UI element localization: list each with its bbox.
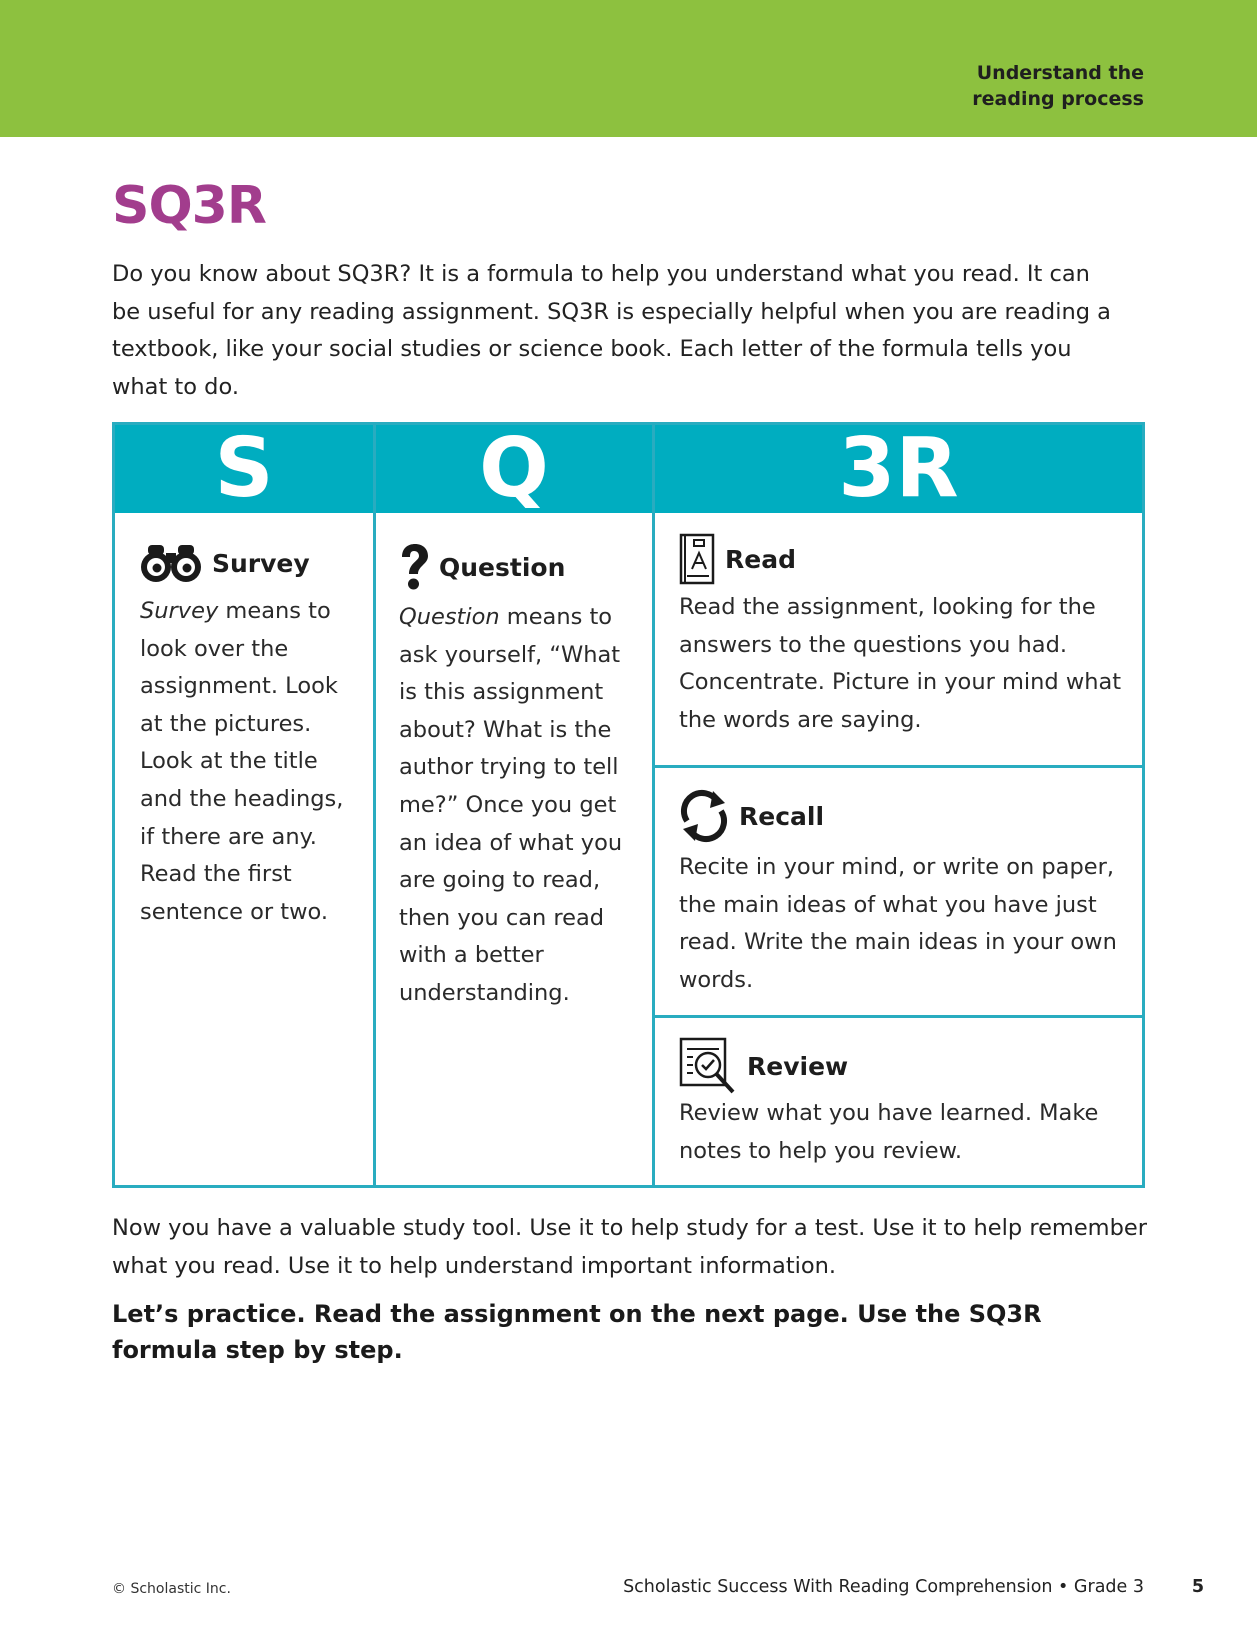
question-label: Question — [439, 552, 566, 582]
column-header-s — [115, 421, 373, 516]
column-header-q — [376, 421, 652, 516]
recall-label: Recall — [739, 801, 825, 831]
question-text — [399, 599, 629, 1013]
survey-description: means to look over the assignment. Look at the pictures. Look at the title and the headings, if there are any. Read the first sentence or two. — [140, 598, 344, 925]
column-header-3r — [655, 421, 1142, 516]
recall-block — [679, 789, 1134, 999]
page-number: 5 — [1191, 1577, 1204, 1597]
question-mark-icon — [399, 543, 429, 591]
review-text: Review what you have learned. Make notes to help you review. — [679, 1100, 1099, 1164]
review-heading — [679, 1037, 1129, 1095]
survey-heading — [140, 543, 355, 583]
column-header-s-label: S — [214, 421, 274, 516]
column-header-3r-label: 3R — [838, 421, 959, 516]
section-label — [884, 60, 1144, 112]
book-title-footer: Scholastic Success With Reading Comprehension • Grade 3 — [623, 1577, 1144, 1597]
read-label: Read — [725, 544, 796, 574]
column-divider — [652, 425, 655, 1185]
practice-instruction: Let’s practice. Read the assignment on the next page. Use the SQ3R formula step by step. — [112, 1300, 1042, 1364]
survey-block — [140, 543, 355, 931]
review-label: Review — [747, 1051, 849, 1081]
intro-paragraph: Do you know about SQ3R? It is a formula to help you understand what you read. It can be useful for any reading assignment. SQ3R is especially helpful when you are reading a textbook, like your social studies or science book. Each letter of the formula tells you what to do. — [112, 261, 1111, 400]
row-divider — [655, 1015, 1142, 1018]
question-heading — [399, 543, 629, 591]
section-label-line2: reading process — [972, 88, 1144, 110]
book-icon — [679, 533, 715, 585]
binoculars-icon — [140, 543, 202, 583]
question-description: means to ask yourself, “What is this assignment about? What is the author trying to tell me?” Once you get an idea of what you are going to read, then you can read with a better understanding. — [399, 604, 623, 1006]
question-block — [399, 543, 629, 1013]
column-divider — [373, 425, 376, 1185]
read-text: Read the assignment, looking for the answers to the questions you had. Concentrate. Picture in your mind what the words are saying. — [679, 594, 1122, 733]
survey-term: Survey — [140, 598, 219, 624]
section-label-line1: Understand the — [976, 62, 1144, 84]
read-heading — [679, 533, 1129, 585]
survey-text — [140, 593, 355, 931]
document-magnifier-icon — [679, 1037, 737, 1095]
recall-text: Recite in your mind, or write on paper, the main ideas of what you have just read. Write the main ideas in your own words. — [679, 854, 1117, 993]
column-header-q-label: Q — [479, 421, 549, 516]
read-block — [679, 533, 1129, 739]
review-block — [679, 1037, 1129, 1170]
refresh-arrows-icon — [679, 789, 729, 843]
row-divider — [655, 765, 1142, 768]
sq3r-table — [112, 422, 1145, 1188]
question-term: Question — [399, 604, 500, 630]
survey-label: Survey — [212, 548, 310, 578]
recall-heading — [679, 789, 1134, 843]
closing-paragraph: Now you have a valuable study tool. Use it to help study for a test. Use it to help remember what you read. Use it to help understand important information. — [112, 1215, 1147, 1279]
copyright: © Scholastic Inc. — [112, 1581, 231, 1597]
page-title: SQ3R — [112, 176, 266, 236]
